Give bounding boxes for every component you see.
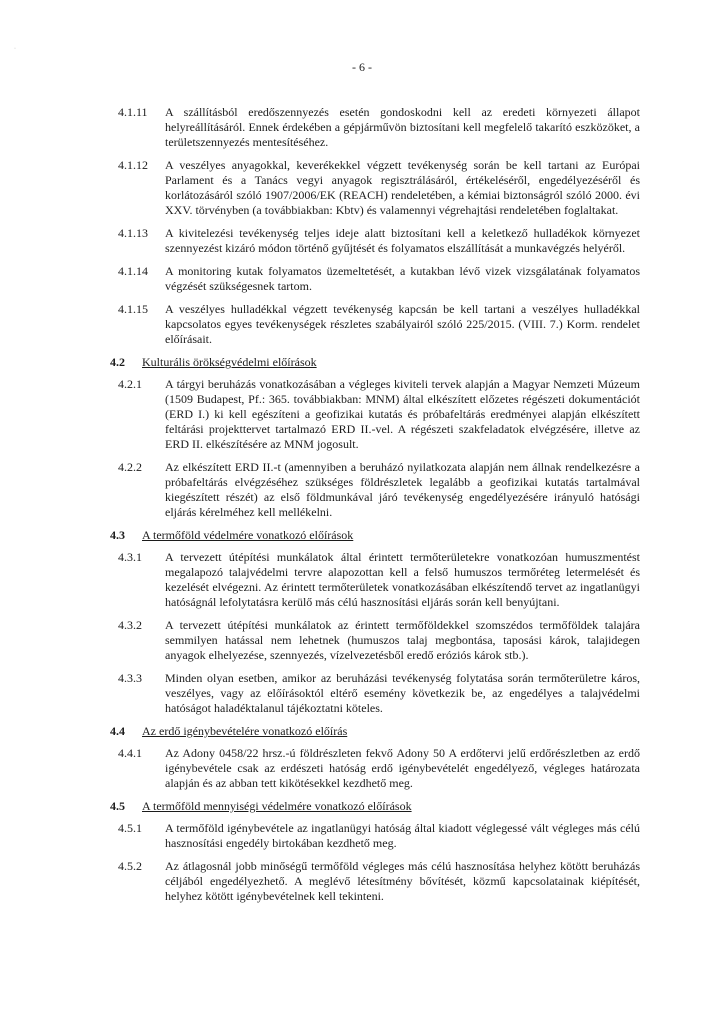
- item-number: 4.5.2: [118, 859, 142, 873]
- item-text: A tárgyi beruházás vonatkozásában a végleges kiviteli tervek alapján a Magyar Nemzeti Múzeum (1509 Budapest, Pf.: 365. továbbiakban: MNM) által elkészített előzetes régészeti dokumentációt (ERD I.) ki kell egészíteni a geofizikai kutatás és próbafeltárás eredményei alapján elkészített feltárási projekttervet tartalmazó ERD II.-vel. A régészeti szakfeladatok elvégzésére, illetve az ERD II. elkészítésére az MNM jogosult.: [165, 377, 640, 451]
- item-text: A veszélyes anyagokkal, keverékekkel végzett tevékenység során be kell tartani az Európai Parlament és a Tanács vegyi anyagok regisztrálásáról, értékeléséről, engedélyezéséről és korlátozásáról szóló 1907/2006/EK (REACH) rendeletében, a kémiai biztonságról szóló 2000. évi XXV. törvényben (a továbbiakban: Kbtv) és valamennyi végrehajtási rendeletében foglaltakat.: [165, 158, 640, 217]
- page-number: - 6 -: [352, 60, 372, 74]
- section-number: 4.2: [110, 355, 125, 369]
- list-item: [110, 671, 640, 716]
- item-text: A tervezett útépítési munkálatok által érintett termőterületekre vonatkozóan humuszmentést megalapozó talajvédelmi tervre alapozottan kell a felső humuszos termőréteg letermelését és kezelését elvégezni. Az érintett termőterületek vonatkozásában elkészítendő tervet az ingatlanügyi hatóságnál lefolytatásra kerülő más célú hasznosítási eljárás során kell benyújtani.: [165, 550, 640, 609]
- item-number: 4.2.1: [118, 377, 142, 391]
- list-item: [110, 746, 640, 791]
- item-text: A szállításból eredőszennyezés esetén gondoskodni kell az eredeti környezeti állapot helyreállításáról. Ennek érdekében a gépjárművön biztosítani kell megfelelő takarító eszközöket, a területszennyezés mentesítéséhez.: [165, 105, 640, 149]
- section-title: A termőföld védelmére vonatkozó előírások: [142, 528, 354, 542]
- list-item: [110, 264, 640, 294]
- item-number: 4.3.3: [118, 671, 142, 685]
- item-number: 4.3.2: [118, 618, 142, 632]
- item-number: 4.1.15: [118, 302, 148, 316]
- margin-mark: ·: [14, 46, 16, 52]
- section-title: A termőföld mennyiségi védelmére vonatkozó előírások: [142, 799, 412, 813]
- list-item: [110, 158, 640, 218]
- item-number: 4.2.2: [118, 460, 142, 474]
- item-text: Az elkészített ERD II.-t (amennyiben a beruházó nyilatkozata alapján nem állnak rendelkezésre a próbafeltárás elvégzéséhez szükséges földrészletek legalább a geofizikai kutatás tartalmával kiegészített részét) az első földmunkával járó tevékenység engedélyezésére irányuló hatósági eljárás kérelméhez kell mellékelni.: [165, 460, 640, 519]
- list-item: [110, 460, 640, 520]
- section-number: 4.3: [110, 528, 125, 542]
- section-number: 4.5: [110, 799, 125, 813]
- item-text: A kivitelezési tevékenység teljes ideje alatt biztosítani kell a keletkező hulladékok környezet szennyezést kizáró módon történő gyűjtését és folyamatos elszállítását a munkavégzés helyéről.: [165, 226, 640, 255]
- section-title: Kulturális örökségvédelmi előírások: [142, 355, 317, 369]
- section-heading: [110, 724, 640, 739]
- item-number: 4.3.1: [118, 550, 142, 564]
- list-item: [110, 377, 640, 452]
- item-number: 4.1.13: [118, 226, 148, 240]
- list-item: [110, 226, 640, 256]
- list-item: [110, 302, 640, 347]
- item-text: Az Adony 0458/22 hrsz.-ú földrészleten fekvő Adony 50 A erdőtervi jelű erdőrészletben az erdő igénybevétele csak az erdészeti hatóság erdő igénybevételét engedélyező, végleges határozata alapján és az abban tett kikötésekkel kezdhető meg.: [165, 746, 640, 790]
- list-item: [110, 550, 640, 610]
- item-text: A veszélyes hulladékkal végzett tevékenység kapcsán be kell tartani a veszélyes hulladékkal kapcsolatos egyes tevékenységek részletes szabályairól szóló 225/2015. (VIII. 7.) Korm. rendelet előírásait.: [165, 302, 640, 346]
- section-title: Az erdő igénybevételére vonatkozó előírás: [142, 724, 348, 738]
- list-item: [110, 618, 640, 663]
- section-heading: [110, 355, 640, 370]
- item-number: 4.5.1: [118, 821, 142, 835]
- document-body: [110, 105, 640, 912]
- section-heading: [110, 528, 640, 543]
- item-number: 4.1.11: [118, 105, 148, 119]
- item-number: 4.1.14: [118, 264, 148, 278]
- item-text: A monitoring kutak folyamatos üzemeltetését, a kutakban lévő vizek vizsgálatának folyamatos végzését szükségesnek tartom.: [165, 264, 640, 293]
- item-number: 4.4.1: [118, 746, 142, 760]
- list-item: [110, 821, 640, 851]
- list-item: [110, 105, 640, 150]
- item-text: A tervezett útépítési munkálatok az érintett termőföldekkel szomszédos termőföldek talajára semmilyen hatással nem lehetnek (humuszos talaj megbontása, taposási károk, talajidegen anyagok elhelyezése, szennyezés, vízelvezetésből eredő eróziós károk stb.).: [165, 618, 640, 662]
- section-number: 4.4: [110, 724, 125, 738]
- item-text: A termőföld igénybevétele az ingatlanügyi hatóság által kiadott véglegessé vált végleges más célú hasznosítási engedély birtokában kezdhető meg.: [165, 821, 640, 850]
- item-text: Minden olyan esetben, amikor az beruházási tevékenység folytatása során termőterületre káros, veszélyes, vagy az előírásoktól eltérő esemény következik be, az engedélyes a talajvédelmi hatóságot haladéktalanul tájékoztatni köteles.: [165, 671, 640, 715]
- item-number: 4.1.12: [118, 158, 148, 172]
- item-text: Az átlagosnál jobb minőségű termőföld végleges más célú hasznosítása helyhez kötött beruházás céljából engedélyezhető. A meglévő létesítmény bővítését, közmű kapcsolatainak kiépítését, helyhez kötött igénybevételnek kell tekinteni.: [165, 859, 640, 903]
- section-heading: [110, 799, 640, 814]
- list-item: [110, 859, 640, 904]
